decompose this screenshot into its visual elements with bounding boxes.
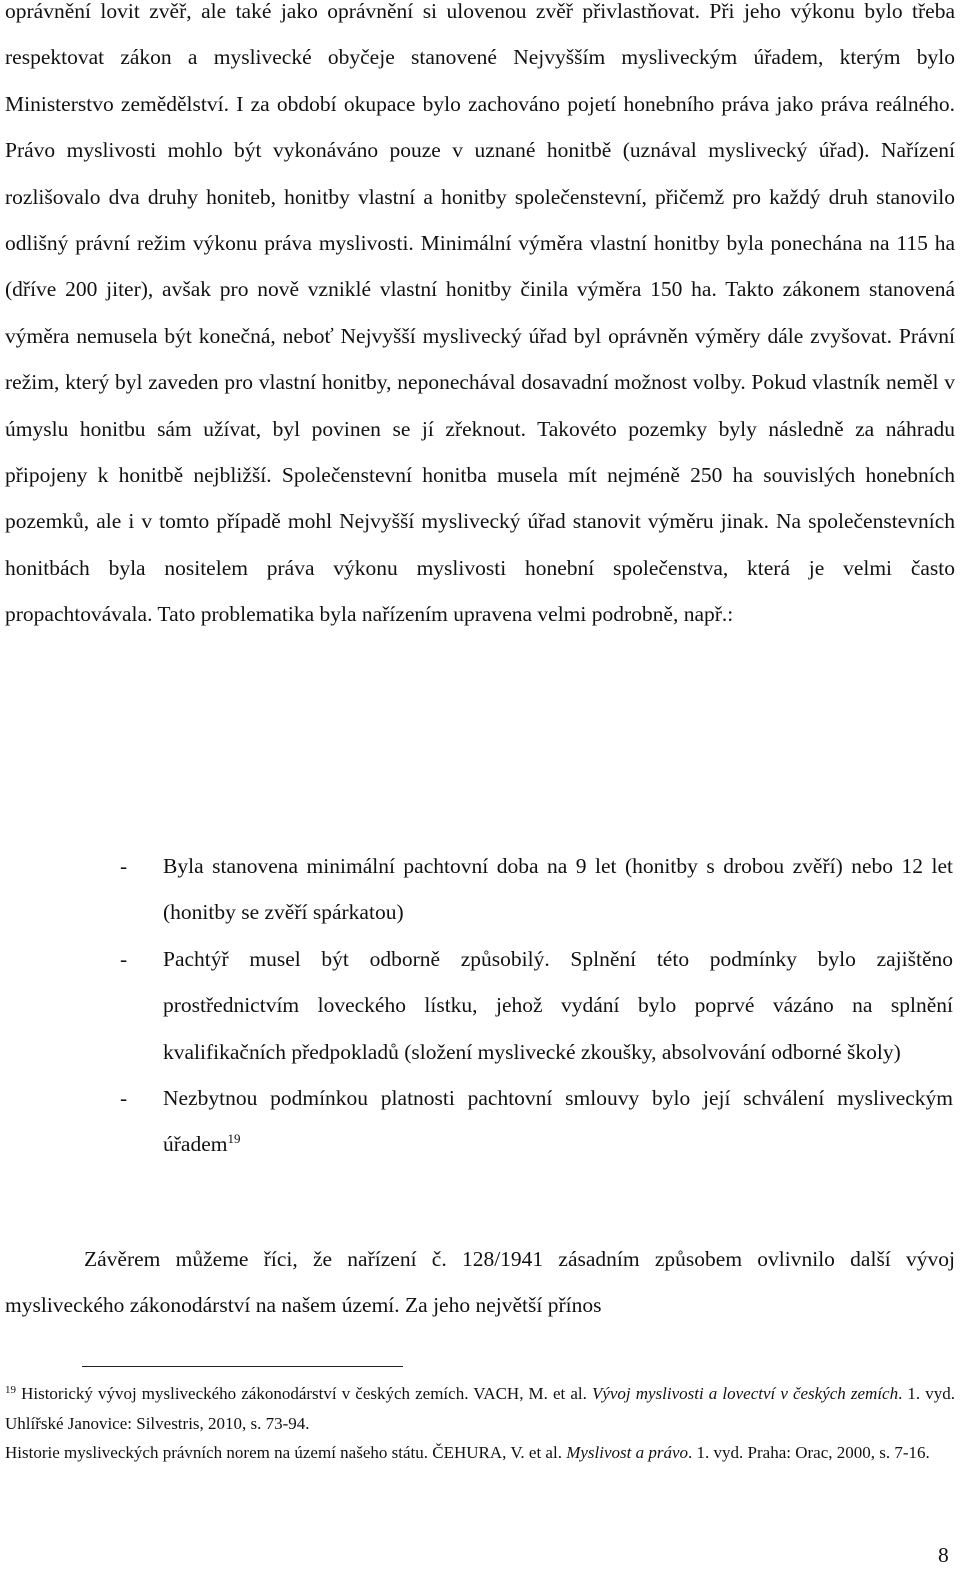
body-paragraph: oprávnění lovit zvěř, ale také jako oprávnění si ulovenou zvěř přivlastňovat. Při jeho výkonu bylo třeba respektovat zákon a myslivecké obyčeje stanovené Nejvyšším mysliveckým úřadem, kterým bylo Ministerstvo zemědělství. I za období okupace bylo zachováno pojetí honebního práva jako práva reálného. Právo myslivosti mohlo být vykonáváno pouze v uznané honitbě (uznával myslivecký úřad). Nařízení rozlišovalo dva druhy honiteb, honitby vlastní a honitby společenstevní, přičemž pro každý druh stanovilo odlišný právní režim výkonu práva myslivosti. Minimální výměra vlastní honitby byla ponechána na 115 ha (dříve 200 jiter), avšak pro nově vzniklé vlastní honitby činila výměra 150 ha. Takto zákonem stanovená výměra nemusela být konečná, neboť Nejvyšší myslivecký úřad byl oprávněn výměry dále zvyšovat. Právní režim, který byl zaveden pro vlastní honitby, neponechával dosavadní možnost volby. Pokud vlastník neměl v úmyslu honitbu sám užívat, byl povinen se jí zřeknout. Takovéto pozemky byly následně za náhradu připojeny k honitbě nejbližší. Společenstevní honitba musela mít nejméně 250 ha souvislých honebních pozemků, ale i v tomto případě mohl Nejvyšší myslivecký úřad stanovit výměru jinak. Na společenstevních honitbách byla nositelem práva výkonu myslivosti honební společenstva, která je velmi často propachtovávala. Tato problematika byla nařízením upravena velmi podrobně, např.: xyxy=(5,0,955,627)
list-dash: - xyxy=(120,854,128,878)
footnote-number: 19 xyxy=(5,1384,16,1396)
list-item xyxy=(0,936,953,1075)
footnote-text: . 1. vyd. Uhlířské Janovice: Silvestris, 2010, s. 73-94. xyxy=(5,1384,956,1433)
footnote xyxy=(5,1379,955,1438)
footnote-text: Historický vývoj mysliveckého zákonodárství v českých zemích. VACH, M. et al. xyxy=(21,1384,592,1403)
footnote-title: Myslivost a právo xyxy=(566,1443,689,1462)
footnotes xyxy=(5,1379,955,1468)
list-item xyxy=(0,843,953,936)
footnote-title: Vývoj myslivosti a lovectví v českých zemích xyxy=(591,1384,899,1403)
body-paragraph: Závěrem můžeme říci, že nařízení č. 128/1941 zásadním způsobem ovlivnilo další vývoj mysliveckého zákonodárství na našem území. Za jeho největší přínos xyxy=(5,1247,955,1318)
list-item xyxy=(0,1075,953,1168)
footnote-separator xyxy=(82,1366,403,1367)
footnote-continuation xyxy=(5,1438,955,1468)
footnote-reference[interactable]: 19 xyxy=(227,1131,241,1147)
list-dash: - xyxy=(120,1086,128,1111)
bullet-list xyxy=(0,843,960,1168)
page-number: 8 xyxy=(938,1543,949,1567)
footnote-text: Historie mysliveckých právních norem na území našeho státu. ČEHURA, V. et al. xyxy=(5,1443,567,1462)
list-item-text: Byla stanovena minimální pachtovní doba na 9 let (honitby s drobou zvěří) nebo 12 let (honitby se zvěří spárkatou) xyxy=(163,854,953,925)
footnote-text: . 1. vyd. Praha: Orac, 2000, s. 7-16. xyxy=(688,1443,930,1462)
list-item-text: Pachtýř musel být odborně způsobilý. Splnění této podmínky bylo zajištěno prostřednictvím loveckého lístku, jehož vydání bylo poprvé vázáno na splnění kvalifikačních předpokladů (složení myslivecké zkoušky, absolvování odborné školy) xyxy=(163,946,953,1064)
list-dash: - xyxy=(120,946,128,971)
list-item-text: Nezbytnou podmínkou platnosti pachtovní smlouvy bylo její schválení mysliveckým úřadem xyxy=(163,1086,953,1157)
